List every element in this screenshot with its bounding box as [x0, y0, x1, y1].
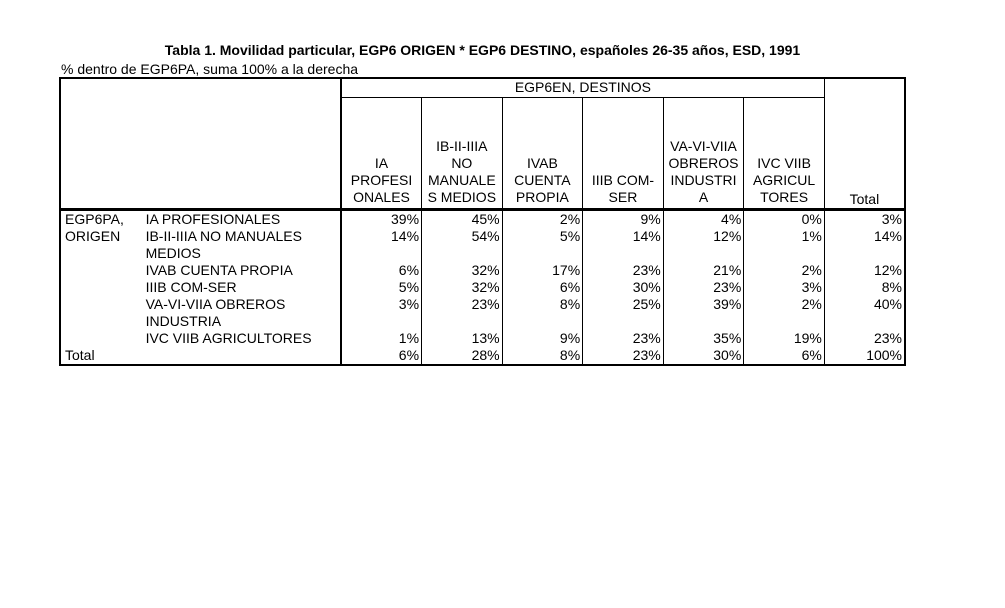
column-header-line: S MEDIOS — [427, 189, 497, 205]
table-cell: 5% — [398, 279, 420, 295]
row-total-cell: 3% — [824, 210, 905, 229]
table-row — [60, 262, 905, 279]
row-total-cell: 12% — [824, 262, 905, 279]
row-label-line: IB-II-IIIA NO MANUALES — [145, 228, 302, 244]
row-label-line: INDUSTRIA — [145, 313, 222, 329]
table-cell: 0% — [744, 210, 825, 229]
total-cell: 6% — [398, 347, 420, 363]
column-header-line: IVAB — [526, 155, 558, 171]
total-cell: 30% — [663, 347, 744, 365]
column-header — [502, 98, 583, 210]
row-label-line: MEDIOS — [145, 245, 201, 261]
table-cell: 25% — [583, 296, 664, 330]
table-row — [60, 330, 905, 347]
table-cell: 2% — [744, 262, 825, 279]
table-cell: 6% — [502, 279, 583, 296]
row-group-label-line: EGP6PA, — [65, 211, 124, 227]
table-cell: 12% — [663, 228, 744, 262]
row-label — [144, 279, 341, 296]
row-label — [144, 296, 341, 330]
total-cell: 23% — [583, 347, 664, 365]
table-subtitle: % dentro de EGP6PA, suma 100% a la derecha — [61, 61, 359, 77]
table-cell: 5% — [502, 228, 583, 262]
table-cell: 32% — [422, 279, 503, 296]
column-header-line: CUENTA — [514, 172, 571, 188]
total-cell: 8% — [502, 347, 583, 365]
column-header-line: VA-VI-VIIA — [670, 138, 737, 154]
table-cell: 3% — [398, 296, 420, 312]
column-header — [744, 98, 825, 210]
column-header — [422, 98, 503, 210]
table-row — [60, 228, 905, 262]
table-cell: 39% — [663, 296, 744, 330]
row-label — [144, 330, 341, 347]
row-total-cell: 8% — [824, 279, 905, 296]
column-header-total: Total — [824, 78, 905, 210]
table-cell: 35% — [663, 330, 744, 347]
table-cell: 23% — [583, 262, 664, 279]
row-label-line: IIIB COM-SER — [145, 279, 237, 295]
row-label — [144, 210, 341, 229]
row-label-line: IA PROFESIONALES — [145, 211, 281, 227]
table-cell: 9% — [502, 330, 583, 347]
row-total-cell: 40% — [824, 296, 905, 330]
row-total-cell: 14% — [824, 228, 905, 262]
table-row — [60, 279, 905, 296]
row-label — [144, 228, 341, 262]
column-header-line: MANUALE — [427, 172, 496, 188]
table-cell: 21% — [663, 262, 744, 279]
table-cell: 14% — [583, 228, 664, 262]
table-cell: 9% — [583, 210, 664, 229]
row-label — [144, 262, 341, 279]
total-row-label: Total — [60, 347, 341, 365]
group-header: EGP6EN, DESTINOS — [341, 78, 824, 98]
column-header-line: INDUSTRI — [670, 172, 737, 188]
table-title: Tabla 1. Movilidad particular, EGP6 ORIGEN * EGP6 DESTINO, españoles 26-35 años, ESD, 1991 — [164, 42, 801, 58]
row-group-label-line: ORIGEN — [65, 228, 121, 244]
table-cell: 17% — [502, 262, 583, 279]
column-header-line: IB-II-IIIA — [436, 138, 488, 154]
column-header-line: TORES — [760, 189, 809, 205]
table-cell: 2% — [502, 210, 583, 229]
table-row — [60, 210, 905, 229]
table-cell: 30% — [583, 279, 664, 296]
column-header — [583, 98, 664, 210]
table-cell: 23% — [663, 279, 744, 296]
table-cell: 1% — [398, 330, 420, 346]
table-cell: 14% — [391, 228, 420, 244]
table-cell: 8% — [502, 296, 583, 330]
table-row — [60, 296, 905, 330]
total-row — [60, 347, 905, 365]
table-body — [60, 210, 905, 366]
grand-total-cell: 100% — [824, 347, 905, 365]
table-cell: 3% — [744, 279, 825, 296]
column-header-line: AGRICUL — [752, 172, 816, 188]
table-cell: 23% — [422, 296, 503, 330]
row-label-line: IVC VIIB AGRICULTORES — [145, 330, 312, 346]
table-cell: 1% — [744, 228, 825, 262]
table-cell: 2% — [744, 296, 825, 330]
column-header-line: ONALES — [353, 189, 410, 205]
column-header-line: OBREROS — [668, 155, 739, 171]
table-cell: 13% — [422, 330, 503, 347]
row-label-line: VA-VI-VIIA OBREROS — [145, 296, 286, 312]
row-label-line: IVAB CUENTA PROPIA — [145, 262, 293, 278]
table-cell: 39% — [391, 211, 420, 227]
column-header — [663, 98, 744, 210]
group-header-row — [60, 78, 905, 98]
column-header-line: PROFESI — [350, 172, 413, 188]
table-cell: 45% — [422, 210, 503, 229]
column-header — [341, 98, 422, 210]
column-header-line: NO — [451, 155, 473, 171]
column-header-line: A — [698, 189, 709, 205]
total-cell: 28% — [422, 347, 503, 365]
table-cell: 19% — [744, 330, 825, 347]
column-header-line: IIIB COM- — [591, 172, 655, 188]
table-cell: 23% — [583, 330, 664, 347]
row-total-cell: 23% — [824, 330, 905, 347]
column-header-line: IA — [374, 155, 389, 171]
crosstab-table — [59, 77, 906, 366]
header-stub — [60, 78, 341, 210]
total-cell: 6% — [744, 347, 825, 365]
table-cell: 32% — [422, 262, 503, 279]
column-header-line: IVC VIIB — [757, 155, 811, 171]
table-cell: 6% — [398, 262, 420, 278]
row-group-label — [60, 210, 144, 348]
table-cell: 4% — [663, 210, 744, 229]
column-header-line: PROPIA — [515, 189, 569, 205]
table-cell: 54% — [422, 228, 503, 262]
column-header-line: SER — [608, 189, 638, 205]
